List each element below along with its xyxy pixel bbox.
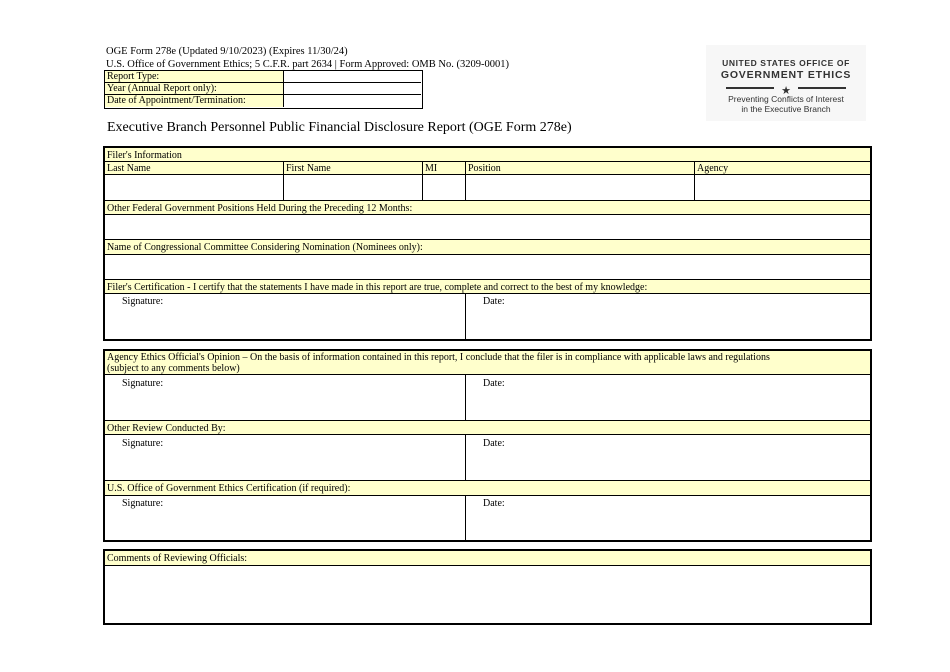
committee-input[interactable] <box>105 255 870 280</box>
ethics-opinion-line-2: (subject to any comments below) <box>107 363 240 374</box>
logo-line-1: UNITED STATES OFFICE OF <box>722 58 850 68</box>
year-label-cell <box>105 83 284 95</box>
filer-date-field[interactable] <box>466 294 870 339</box>
oge-cert-header <box>105 481 870 496</box>
ethics-signature-label: Signature: <box>122 378 164 389</box>
review-section <box>103 349 872 542</box>
filer-signature-field[interactable] <box>105 294 466 339</box>
other-positions-header <box>105 201 870 215</box>
filer-section <box>103 146 872 341</box>
certification-label: Filer's Certification - I certify that the statements I have made in this report are true, complete and correct to the best of my knowledge: <box>107 282 648 293</box>
mi-input[interactable] <box>423 175 466 200</box>
agency-authority-line: U.S. Office of Government Ethics; 5 C.F.R. part 2634 | Form Approved: OMB No. (3209-0001) <box>106 59 509 70</box>
oge-signature-field[interactable] <box>105 496 466 540</box>
other-review-signature-field[interactable] <box>105 435 466 481</box>
ethics-date-label: Date: <box>483 378 505 389</box>
report-info-table <box>104 70 423 109</box>
col-last-name: Last Name <box>105 162 284 174</box>
position-input[interactable] <box>466 175 695 200</box>
date-appointment-label: Date of Appointment/Termination: <box>107 95 246 106</box>
other-positions-input[interactable] <box>105 215 870 240</box>
comments-input[interactable] <box>105 566 870 623</box>
report-type-label-cell <box>105 71 284 83</box>
other-review-date-field[interactable] <box>466 435 870 481</box>
first-name-input[interactable] <box>284 175 423 200</box>
ethics-date-field[interactable] <box>466 375 870 421</box>
oge-signature-label: Signature: <box>122 498 164 509</box>
oge-date-label: Date: <box>483 498 505 509</box>
filer-values-row <box>105 175 870 201</box>
form-version-line: OGE Form 278e (Updated 9/10/2023) (Expires 11/30/24) <box>106 46 348 57</box>
report-type-field[interactable] <box>284 71 421 83</box>
agency-input[interactable] <box>695 175 870 200</box>
logo-line-2: GOVERNMENT ETHICS <box>720 69 852 81</box>
other-review-header <box>105 421 870 435</box>
oge-cert-label: U.S. Office of Government Ethics Certification (if required): <box>107 483 351 494</box>
year-field[interactable] <box>284 83 421 95</box>
logo-line-3: Preventing Conflicts of Interest <box>728 94 844 104</box>
col-position: Position <box>466 162 695 174</box>
comments-label: Comments of Reviewing Officials: <box>107 553 248 564</box>
other-review-signature-label: Signature: <box>122 438 164 449</box>
year-label: Year (Annual Report only): <box>107 83 217 94</box>
oge-logo <box>706 45 866 121</box>
other-review-date-label: Date: <box>483 438 505 449</box>
page-title: Executive Branch Personnel Public Financial Disclosure Report (OGE Form 278e) <box>107 120 572 135</box>
star-icon: ★ <box>781 85 791 97</box>
other-positions-label: Other Federal Government Positions Held During the Preceding 12 Months: <box>107 203 413 214</box>
date-appointment-field[interactable] <box>284 95 421 107</box>
date-appointment-label-cell <box>105 95 284 107</box>
col-agency: Agency <box>697 163 729 174</box>
comments-section <box>103 549 872 625</box>
comments-header <box>105 551 870 566</box>
filer-signature-label: Signature: <box>122 296 164 307</box>
other-review-label: Other Review Conducted By: <box>107 423 226 434</box>
certification-header <box>105 280 870 294</box>
col-mi: MI <box>423 162 466 174</box>
col-first-name: First Name <box>284 162 423 174</box>
filer-date-label: Date: <box>483 296 505 307</box>
filer-columns-row <box>105 162 870 175</box>
committee-header <box>105 240 870 255</box>
logo-line-4: in the Executive Branch <box>741 104 831 114</box>
oge-date-field[interactable] <box>466 496 870 540</box>
committee-label: Name of Congressional Committee Considering Nomination (Nominees only): <box>107 242 423 253</box>
last-name-input[interactable] <box>105 175 284 200</box>
filer-info-label: Filer's Information <box>107 150 182 161</box>
report-type-label: Report Type: <box>107 71 160 82</box>
ethics-opinion-header <box>105 351 870 375</box>
filer-info-header <box>105 148 870 162</box>
ethics-signature-field[interactable] <box>105 375 466 421</box>
ethics-opinion-line-1: Agency Ethics Official's Opinion – On the basis of information contained in this report, I conclude that the filer is in compliance with applicable laws and regulations <box>107 352 770 363</box>
